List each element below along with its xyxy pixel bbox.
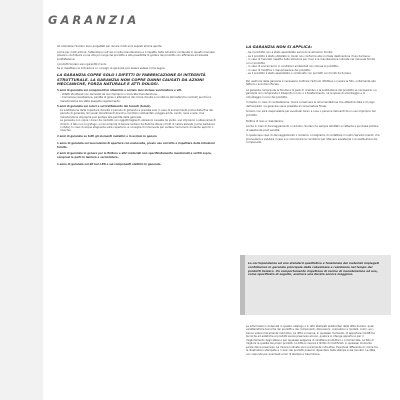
care-paragraph: Come per molti articoli, l'attenzione nell'uso e nella manutenzione e il rispetto delle istruzioni contenute in questo manuale possono contribuire a una vita più lunga del prodotto e alla possibilità di godere del prodotto con efficienza ed elevata soddisfazione. (57, 50, 215, 61)
exclusion-item: – in caso di modifica o manomissione del prodotto; (246, 68, 311, 72)
callout-text: La corrispondenza ad uno standard qualitativo e funzionale dei materiali impiegati contribuisce in garanzia principale della robustezza e resistenza nel tempo dei prodotti Scolaro. Un comportamento rispettoso di norme di manutenzione ed uso, come specificato di seguito, assicura una durata ancora maggiore. (248, 261, 379, 277)
warranty-item-aluminium-b: – Corrosione (ossidazione, perdita di gloss o alterazioni del colore dovute a condizioni atmosferiche normali) purché la manutenzione sia stata eseguita regolarmente. (60, 96, 211, 103)
warranty-extension-note: Se si rispettano le indicazioni e i consigli, la garanzia può essere estesa come segue: (57, 66, 166, 70)
warranty-item-fabric-body-2: La garanzia non copre i danni da contatto con oggetti taglienti, abrasioni causate da vento, uso improprio o sbiancamenti chimici. Il telo non è ignifugo: si raccomanda di tenere lontano da fiamme libere o fonti di calore elevato (come barbecue o stufe). In caso di acqua stagnante sulla copertura, si consiglia di rimuoverla per evitare l'accumulo di residui sporchi o muschio. (60, 119, 216, 133)
exclusion-item: – se il prodotto è stato assemblato o combinato con prodotti non forniti da Scolaro. (246, 72, 352, 76)
replacement-paragraph: La garanzia comprende la fornitura di parti di ricambio o la sostituzione del prodotto se necessario. La garanzia non comprende il trasporto in loco o il trasferimento, né le spese di smontaggio e di rimontaggio in loco del prodotto. (246, 88, 377, 99)
claim-paragraph: Per usufruire della garanzia è necessario inoltrare l'articolo difettoso o inviare le foto, unitamente alla fattura o scontrino fiscale. (246, 79, 376, 87)
returns-paragraph: Anche in caso di danneggiamento o reclamo, Scolaro ha sempre adottato un'attenta e puntuale politica di assistenza post vendita. (246, 125, 379, 132)
exclusion-item: – Se il prodotto non è stato assemblato secondo le istruzioni fornite; (246, 51, 333, 55)
page-margin-band (0, 0, 43, 400)
exclusion-item: – se il prodotto è stato utilizzato in modo non conforme alla normale destinazione d'uso del bene; (246, 54, 371, 58)
exclusion-item: – in caso di sovraccarico in condizioni ambientali non idonee al prodotto; (246, 65, 339, 69)
warranty-duration: I prodotti Scolaro sono garantiti 2 anni. (57, 63, 107, 67)
page-title: GARANZIA (48, 13, 140, 27)
warranty-item-aluminium-title: 5 anni di garanzia sui componenti in alluminio e acciaio inox incluse verniciatura e viti. (57, 89, 183, 93)
left-column (57, 45, 217, 169)
callout-accent-bar (240, 255, 245, 315)
liability-paragraph: Scolaro non sarà responsabile per eventuali danni a cose o persone derivanti da un uso improprio del prodotto. (246, 110, 376, 117)
warranty-item-fabric-body: La sostituzione della copertura durante il periodo di garanzia è prevista solo in caso di scolorimento prima della fine del periodo di garanzia. Gli usuali decadimenti dovuti a condizioni ambientali, pioggia acida, vento, neve e sole. Una manutenzione impropria può portare alla perdita della garanzia. (60, 108, 213, 119)
disclaimer-paragraph: Le informazioni contenute in questo catalogo o in altri stampati pubblicitari della ditta Scolaro, quali caratteristiche tecniche dei prodotti e dei componenti, dimensioni, colorazioni e modelli, colori, ecc., hanno valore meramente indicativo. La ditta si riserva, in qualsiasi momento, di apportare modifiche tecniche ed estetiche ai prodotti senza preavviso alcuno, qualora lo ritenga opportuno per il miglioramento degli stessi o per qualsiasi esigenza di carattere produttivo o commerciale. Le foto di migliore la qualità dei propri prodotti, la ditta si riserva il diritto di modificarli in qualsiasi momento senza darne preavviso. Le misure indicate sono puramente indicative. Eventuali differenze di colore tra le illustrazioni stampate e i colori dei prodotti possono dipendere dalla stampa e dai monitor. La ditta non risponde per eventuali errori di stampa e trascrizione. (246, 325, 378, 356)
coverage-heading: LA GARANZIA COPRE SOLO I DIFETTI DI FABBRICAZIONE DI INTEGRITÀ STRUTTURALE. LA GARANZIA NON COPRE DANNI CAUSATI DA AZIONI MECCANICHE, FORZA NATURALE E ATTI DOLOSI. (57, 72, 206, 86)
returns-subtitle: Politica di reso e rivalutazioni (246, 120, 284, 124)
warranty-item-crank-title: 1 anno di garanzia sui meccanismi di apertura con manovella, previo uso corretto e rispettare delle istruzioni fornite. (57, 142, 215, 149)
warranty-item-finishes-title: 2 anni di garanzia in genere per le finiture e altri materiali non specificatamente menzionati a scritti sopra, compresi le parti in lamiera e verniciatura. (57, 152, 212, 159)
warranty-item-aluminium-a: – Difetti strutturali non derivanti da uso improprio o mancata manutenzione. (60, 92, 158, 96)
warranty-item-led-title: 1 anno di garanzia sui kit luci LED e sui componenti elettrici in generale. (57, 162, 162, 166)
quality-callout-box (240, 255, 391, 315)
warranty-item-fabric-title: 5 anni di garanzia sui colori e sul trattamento dei tessuti (teloni). (57, 105, 152, 109)
exclusions-heading: LA GARANZIA NON SI APPLICA: (246, 44, 313, 49)
exclusion-item: – in caso di mancato rispetto delle istruzioni per l'uso e la manutenzione indicate nel manuale fornito con il prodotto; (246, 58, 376, 65)
right-column (246, 45, 380, 147)
warranty-item-metal-title: 2 anni di garanzia su tutti gli elementi metallici e in acciaio in genere (57, 135, 157, 139)
documentation-paragraph: Il cliente, in caso di contestazione, dovrà conservare la documentazione che attesti la data e il luogo dell'acquisto. La garanzia viene prestata al consumatore finale. (246, 101, 375, 108)
customer-service-paragraph: In qualunque caso di danneggiamento o reclamo, consigliamo di contattare il nostro Servizio Clienti, che provvederà a valutare il caso e a comunicare le condizioni per ottenere assistenza o la sostituzione dei componenti. (246, 134, 380, 145)
intro-paragraph: Gli ombrelloni Scolaro sono progettati per durare molti anni esposti all'aria aperta. (57, 45, 163, 48)
